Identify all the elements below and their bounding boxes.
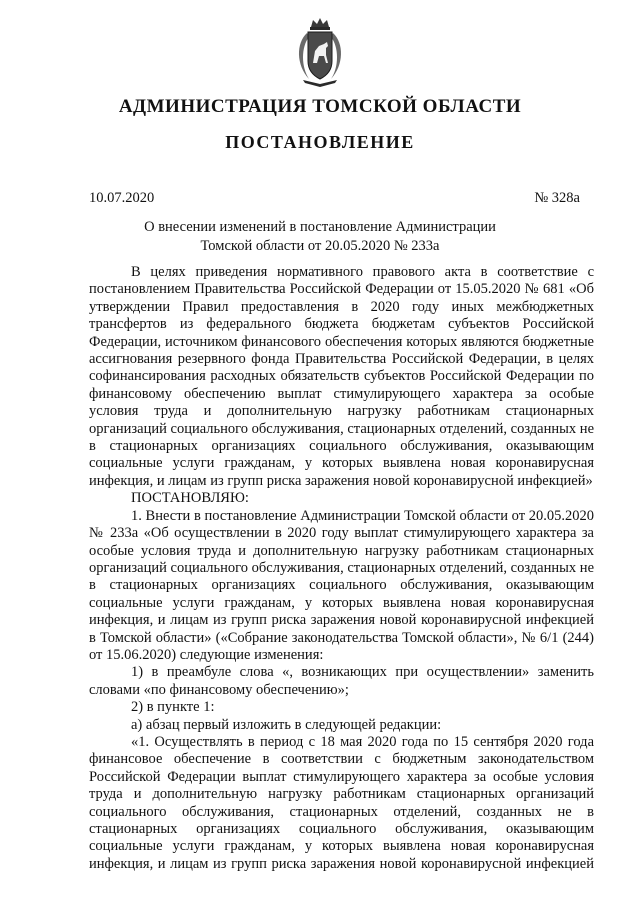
document-body [89,264,594,873]
subject-line-2: Томской области от 20.05.2020 № 233а [200,238,440,254]
item-1-paragraph: 1. Внести в постановление Администрации Томской области от 20.05.2020 № 233а «Об осуществлении в 2020 году выплат стимулирующего характера за особые условия труда и дополнительную нагрузку работникам стационарных организаций социального обслуживания, стационарных отделений, созданных не в стационарных организациях социального обслуживания, оказывающим социальные услуги гражданам, у которых выявлена новая коронавирусная инфекция, и лицам из групп риска заражения новой коронавирусной инфекцией в Томской области» («Собрание законодательства Томской области», № 6/1 (244) от 15.06.2020) следующие изменения: [89,507,594,663]
preamble-paragraph: В целях приведения нормативного правового акта в соответствие с постановлением Правительства Российской Федерации от 15.05.2020 № 681 «Об утверждении Правил предоставления в 2020 году иных межбюджетных трансфертов из федерального бюджета бюджетам субъектов Российской Федерации, источником финансового обеспечения которых являются бюджетные ассигнования резервного фонда Правительства Российской Федерации, в целях софинансирования расходных обязательств субъектов Российской Федерации по финансовому обеспечению выплат стимулирующего характера за особые условия труда и дополнительную нагрузку работникам стационарных организаций социального обслуживания, стационарных отделений, созданных не в стационарных организациях социального обслуживания, оказывающим социальные услуги гражданам, у которых выявлена новая коронавирусная инфекция, и лицам из групп риска заражения новой коронавирусной инфекцией» [89,264,594,489]
document-date: 10.07.2020 [89,190,155,206]
tomsk-oblast-coat-of-arms-icon [293,17,347,87]
subitem-2a-paragraph: а) абзац первый изложить в следующей редакции: [131,716,442,733]
document-type-heading: ПОСТАНОВЛЕНИЕ [225,132,415,152]
decree-word: ПОСТАНОВЛЯЮ: [131,490,249,507]
document-subject [140,218,500,256]
subitem-2-paragraph: 2) в пункте 1: [131,699,215,716]
subitem-1-paragraph: 1) в преамбуле слова «, возникающих при осуществлении» заменить словами «по финансовому обеспечению»; [89,664,594,698]
document-number: № 328а [534,190,580,206]
organization-title: АДМИНИСТРАЦИЯ ТОМСКОЙ ОБЛАСТИ [118,96,522,117]
subject-line-1: О внесении изменений в постановление Администрации [144,219,496,235]
document-meta-row [89,190,580,208]
quoted-amendment-paragraph: «1. Осуществлять в период с 18 мая 2020 года по 15 сентября 2020 года финансовое обеспечение в соответствии с бюджетным законодательством Российской Федерации выплат стимулирующего характера за особые условия труда и дополнительную нагрузку работникам стационарных организаций социального обслуживания, стационарных отделений, созданных не в стационарных организациях социального обслуживания, оказывающим социальные услуги гражданам, у которых выявлена новая коронавирусная инфекция, и лицам из групп риска заражения новой коронавирусной инфекцией [89,733,594,872]
